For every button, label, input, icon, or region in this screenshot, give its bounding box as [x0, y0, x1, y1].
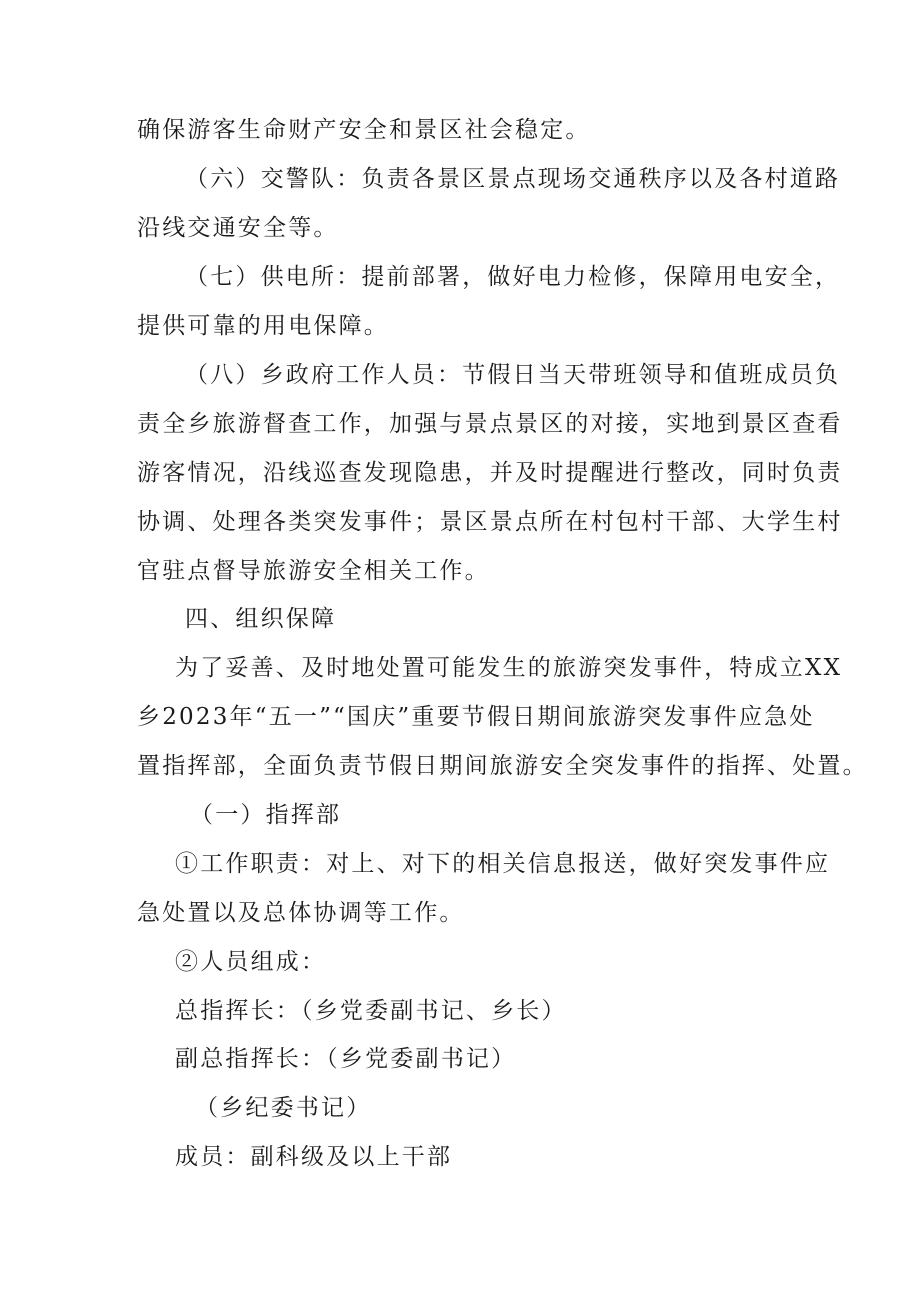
text-line-10: 官驻点督导旅游安全相关工作。 — [137, 558, 490, 584]
text-line-14: 置指挥部，全面负责节假日期间旅游安全突发事件的指挥、处置。 — [137, 753, 868, 779]
text-line-6: （八）乡政府工作人员：节假日当天带班领导和值班成员负 — [185, 362, 841, 388]
text-line-3: 沿线交通安全等。 — [137, 215, 339, 241]
text-line-18: ②人员组成： — [175, 949, 327, 975]
text-line-2: （六）交警队：负责各景区景点现场交通秩序以及各村道路 — [185, 166, 841, 192]
text-line-4: （七）供电所：提前部署，做好电力检修，保障用电安全， — [185, 264, 841, 290]
text-line-12: 为了妥善、及时地处置可能发生的旅游突发事件，特成立XX — [175, 655, 843, 681]
section-heading: 四、组织保障 — [185, 606, 337, 632]
text-line-8: 游客情况，沿线巡查发现隐患，并及时提醒进行整改，同时负责 — [137, 460, 843, 486]
text-line-1: 确保游客生命财产安全和景区社会稳定。 — [137, 117, 591, 143]
text-line-21: （乡纪委书记） — [195, 1095, 372, 1121]
text-line-7: 责全乡旅游督查工作，加强与景点景区的对接，实地到景区查看 — [137, 411, 843, 437]
text-line-17: 急处置以及总体协调等工作。 — [137, 900, 465, 926]
text-line-9: 协调、处理各类突发事件；景区景点所在村包村干部、大学生村 — [137, 509, 843, 535]
text-line-22: 成员：副科级及以上干部 — [175, 1144, 453, 1170]
subsection-heading: （一）指挥部 — [190, 802, 342, 828]
text-line-13: 乡2023年“五一”“国庆”重要节假日期间旅游突发事件应急处 — [137, 704, 815, 730]
text-line-16: ①工作职责：对上、对下的相关信息报送，做好突发事件应 — [175, 851, 831, 877]
text-line-20: 副总指挥长：（乡党委副书记） — [175, 1046, 517, 1072]
text-line-19: 总指挥长：（乡党委副书记、乡长） — [175, 998, 567, 1024]
text-line-5: 提供可靠的用电保障。 — [137, 313, 389, 339]
